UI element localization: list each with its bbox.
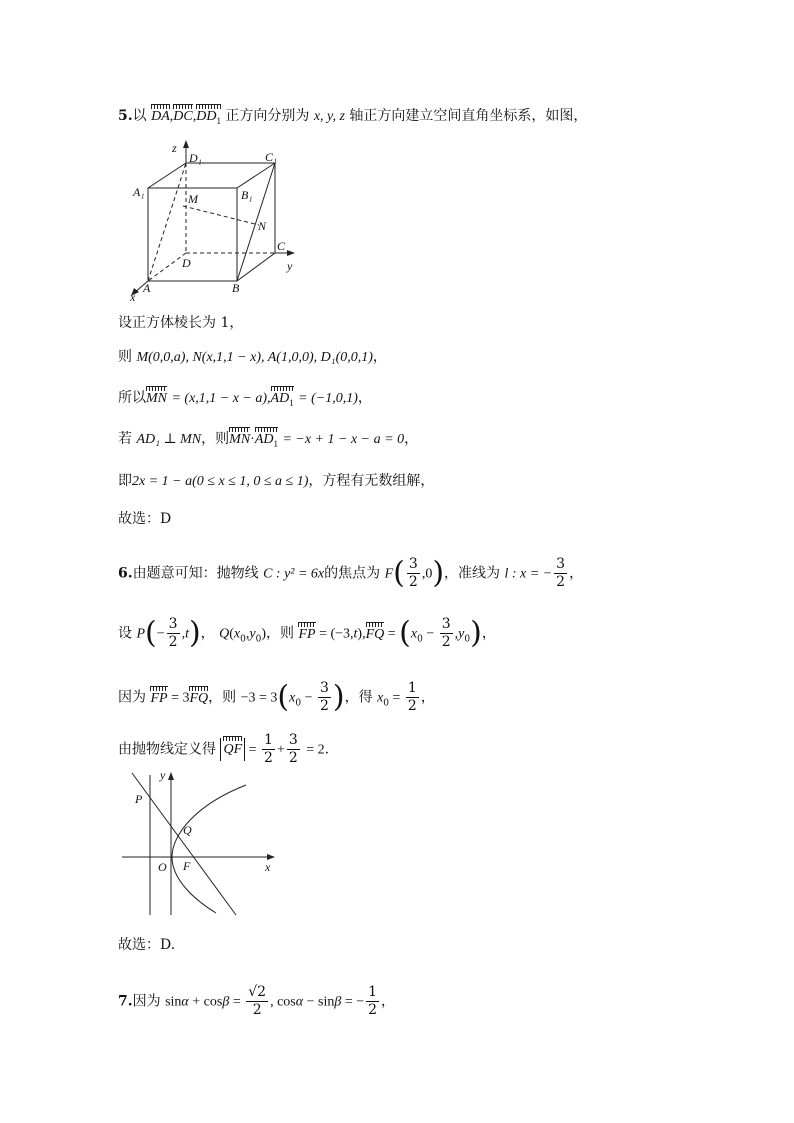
p5-eq-suffix: ，方程有无数组解， <box>308 473 435 489</box>
p5-cond-prefix: 若 <box>118 431 132 447</box>
p6-because-text: 因为 <box>118 689 146 706</box>
p5-cond-result: = −x + 1 − x − a = 0 <box>282 432 405 447</box>
cube-label-B1: B₁ <box>241 188 253 202</box>
p6-set-line: 设 P(− $\frac{3}{2}$ ,t)， $Q(x_0,y_0)$，则 FP = $(-3,t),FQ = (x_0$ − $\frac{3}{2}$ $,y_0$)， <box>118 615 496 651</box>
p5-number: 5. <box>118 108 133 124</box>
p6-then-text: ，则 <box>266 625 294 642</box>
cube-label-B: B <box>232 281 240 295</box>
graph-label-Q: Q <box>183 823 192 837</box>
cube-label-y: y <box>287 259 293 273</box>
p5-cond-then: ，则 <box>201 431 230 447</box>
p5-cond-line: 若 AD₁ ⊥ MN，则$MN\cdot AD_1 = -x + 1 - x - a = 0$， <box>118 429 418 454</box>
p7-number: 7. <box>118 993 133 1010</box>
cube-label-A1: A₁ <box>133 185 145 199</box>
p5-vectors-expr: = (x,1,1 − x − a), <box>171 391 271 406</box>
p5-eq-line <box>118 471 434 492</box>
p6-get-text: ，得 <box>344 689 373 706</box>
p5-eq-prefix: 即 <box>118 473 132 489</box>
p6-because-line: 因为 FP = 3FQ，则 $-3 = 3(x_0$ − $\frac{3}{2}$ )，得 $x_0$ = $\frac{1}{2}$ ， <box>118 679 435 715</box>
p6-because-then: ，则 <box>208 689 237 706</box>
p5-edge-length: 设正方体棱长为 1， <box>118 315 244 331</box>
vec-MN: MN <box>146 389 167 409</box>
p6-directrix-text: ，准线为 <box>444 565 501 582</box>
p5-eq-expr: 2x = 1 − a(0 ≤ x ≤ 1, 0 ≤ a ≤ 1) <box>132 474 309 489</box>
p5-intro-a: 以 <box>132 108 147 124</box>
p6-def-text: 由抛物线定义得 <box>118 741 216 758</box>
p7-line: 7.因为 sinα + cosβ = $\frac{√2}{2}$ , cosα − sinβ = − $\frac{1}{2}$ ， <box>118 984 396 1018</box>
cube-label-z: z <box>172 141 177 155</box>
vec-AD1: $AD_1$ <box>271 389 294 413</box>
cube-label-C1: C₁ <box>265 150 278 164</box>
p5-coords-expr: M(0,0,a), N(x,1,1 − x), A(1,0,0), D₁(0,0,1) <box>136 350 373 365</box>
graph-label-P: P <box>135 792 143 806</box>
p5-cond-expr: AD₁ ⊥ MN <box>136 432 202 447</box>
p7-intro: 因为 <box>132 993 161 1010</box>
p6-directrix: l : x = − <box>504 566 553 582</box>
p5-coords-prefix: 则 <box>118 349 132 365</box>
p5-coords-line: 则 M(0,0,a), N(x,1,1 − x), A(1,0,0), D₁(0,0,1)， <box>118 349 387 365</box>
p5-answer: 故选：D <box>118 511 172 527</box>
graph-label-x: x <box>265 860 271 874</box>
graph-label-F: F <box>183 859 191 873</box>
cube-label-D: D <box>182 256 191 270</box>
cube-label-A: A <box>143 281 151 295</box>
p6-intro-line: 6.由题意可知：抛物线 C : y² = 6x的焦点为 F( $\frac{3}{2}$ ,0)，准线为 l : x = − $\frac{3}{2}$ ， <box>118 555 584 591</box>
p6-set-prefix: 设 <box>118 625 132 642</box>
p5-intro-c: 轴正方向建立空间直角坐标系，如图， <box>349 108 588 124</box>
cube-label-x: x <box>130 290 136 304</box>
p6-answer: 故选：D. <box>118 937 176 953</box>
p6-number: 6. <box>118 565 133 582</box>
cube-label-N: N <box>258 219 267 233</box>
cube-label-M: M <box>188 192 198 206</box>
graph-label-O: O <box>158 860 167 874</box>
p5-vectors-line: 所以MN = $(x,1,1 - x - a),AD_1 = (-1,0,1)$， <box>118 388 372 413</box>
cube-label-C: C <box>277 239 286 253</box>
p6-parabola: C : y² = 6x <box>263 566 325 582</box>
p5-vectors-DA-DC-DD1: $DA,DC,DD_1$ <box>151 109 221 124</box>
p5-axes: x, y, z <box>313 109 345 124</box>
p6-def-result: = 2 <box>306 742 325 758</box>
p5-vectors-prefix: 所以 <box>118 390 146 406</box>
p5-intro-b: 正方向分别为 <box>225 108 310 124</box>
p5-vectors-expr2: = (−1,0,1) <box>298 391 358 406</box>
cube-label-D1: D₁ <box>189 151 202 165</box>
p6-def-line: 由抛物线定义得 QF = $\frac{1}{2}$ + $\frac{3}{2}$ = 2. <box>118 732 330 766</box>
p6-intro: 由题意可知：抛物线 <box>132 565 259 582</box>
p6-focus-text: 的焦点为 <box>324 565 381 582</box>
graph-label-y: y <box>160 768 166 782</box>
